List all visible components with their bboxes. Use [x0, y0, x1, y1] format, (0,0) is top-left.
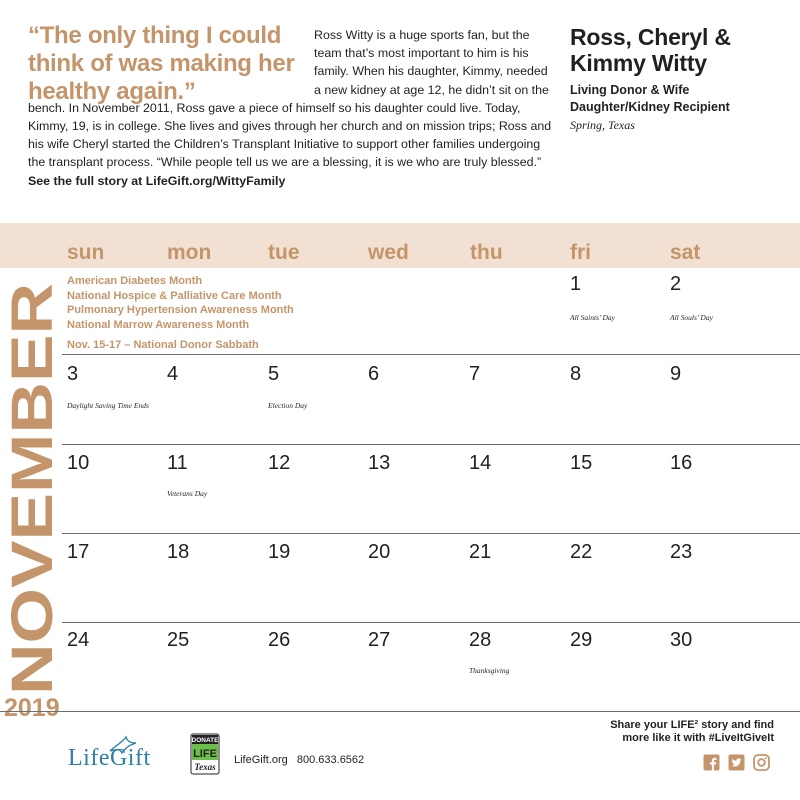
day-11: 11 — [167, 452, 188, 474]
day-15: 15 — [570, 452, 593, 474]
website-link[interactable]: LifeGift.org — [234, 754, 288, 766]
instagram-icon[interactable] — [753, 754, 770, 771]
weekday-fri: fri — [570, 241, 591, 264]
share-message — [554, 719, 774, 745]
day-7: 7 — [469, 363, 481, 385]
event-dst-end: Daylight Saving Time Ends — [67, 401, 149, 410]
person-role-line2: Daughter/Kidney Recipient — [570, 100, 730, 114]
weekday-sun: sun — [67, 241, 105, 264]
person-role — [570, 82, 790, 116]
day-22: 22 — [570, 541, 593, 563]
day-27: 27 — [368, 629, 391, 651]
observance-item: National Hospice & Palliative Care Month — [67, 289, 282, 302]
person-name: Ross, Cheryl & Kimmy Witty — [570, 24, 731, 76]
year: 2019 — [4, 694, 60, 722]
day-20: 20 — [368, 541, 391, 563]
day-9: 9 — [670, 363, 682, 385]
day-29: 29 — [570, 629, 593, 651]
share-line1: Share your LIFE² story and find — [610, 719, 774, 731]
story-body: Ross Witty is a huge sports fan, but the team that’s most important to him is his family. When his daughter, Kimmy, needed a new kidney at age 12, he didn’t sit on the bench. In November 2011, Ross gave a piece of himself so his daughter could live. Today, Kimmy, 19, is in college. She lives and gives through her church and on mission trips; Ross and his wife Cheryl started the Children’s Transplant Initiative to support other families undergoing the transplant process. “While people tell us we are a blessing, it is we who are truly blessed.” — [28, 28, 552, 170]
lifegift-logo-text: LifeGift — [68, 745, 151, 771]
observance-item: American Diabetes Month — [67, 275, 203, 287]
observance-item: Pulmonary Hypertension Awareness Month — [67, 304, 294, 317]
donate-logo-bottom: Texas — [194, 762, 216, 772]
day-1: 1 — [570, 273, 582, 295]
person-location: Spring, Texas — [570, 118, 635, 132]
day-4: 4 — [167, 363, 179, 385]
month-name: NOVEMBER — [0, 359, 65, 695]
event-thanksgiving: Thanksgiving — [469, 666, 510, 675]
day-24: 24 — [67, 629, 90, 651]
twitter-icon[interactable] — [728, 754, 745, 771]
day-18: 18 — [167, 541, 190, 563]
weekday-mon: mon — [167, 241, 212, 264]
event-veterans: Veterans Day — [167, 489, 208, 498]
weekday-tue: tue — [268, 241, 300, 264]
lifegift-logo[interactable] — [68, 735, 178, 775]
day-14: 14 — [469, 452, 492, 474]
facebook-icon[interactable] — [703, 754, 720, 771]
observances — [67, 274, 294, 353]
person-block — [570, 24, 790, 133]
day-25: 25 — [167, 629, 190, 651]
day-13: 13 — [368, 452, 391, 474]
day-23: 23 — [670, 541, 693, 563]
event-all-souls: All Souls’ Day — [670, 313, 713, 322]
day-30: 30 — [670, 629, 693, 651]
footer-divider — [0, 711, 800, 712]
day-8: 8 — [570, 363, 582, 385]
weekday-sat: sat — [670, 241, 701, 264]
story-link[interactable]: See the full story at LifeGift.org/WittyFamily — [28, 173, 286, 188]
weekday-thu: thu — [470, 241, 503, 264]
day-5: 5 — [268, 363, 280, 385]
day-10: 10 — [67, 452, 90, 474]
donate-logo-mid: LIFE — [193, 748, 217, 760]
event-all-saints: All Saints’ Day — [570, 313, 615, 322]
day-2: 2 — [670, 273, 682, 295]
pull-quote: “The only thing I could think of was making her healthy again.” — [28, 22, 295, 105]
week-divider — [62, 444, 800, 445]
day-19: 19 — [268, 541, 291, 563]
week-divider — [62, 533, 800, 534]
story-text — [28, 26, 552, 190]
weekday-wed: wed — [368, 241, 409, 264]
day-12: 12 — [268, 452, 291, 474]
day-17: 17 — [67, 541, 90, 563]
week-divider — [62, 622, 800, 623]
observance-item: National Marrow Awareness Month — [67, 318, 250, 331]
contact-info — [234, 754, 370, 766]
day-21: 21 — [469, 541, 492, 563]
event-election: Election Day — [268, 401, 308, 410]
day-6: 6 — [368, 363, 380, 385]
week-divider — [62, 354, 800, 355]
phone-number[interactable]: 800.633.6562 — [296, 754, 365, 766]
day-3: 3 — [67, 363, 79, 385]
day-26: 26 — [268, 629, 291, 651]
donor-sabbath: Nov. 15-17 – National Donor Sabbath — [67, 339, 259, 352]
share-line2: more like it with #LiveItGiveIt — [622, 732, 774, 744]
day-28: 28 — [469, 629, 492, 651]
donate-life-texas-logo[interactable] — [190, 733, 220, 775]
donate-logo-top: DONATE — [191, 737, 219, 744]
day-16: 16 — [670, 452, 693, 474]
person-role-line1: Living Donor & Wife — [570, 83, 690, 97]
